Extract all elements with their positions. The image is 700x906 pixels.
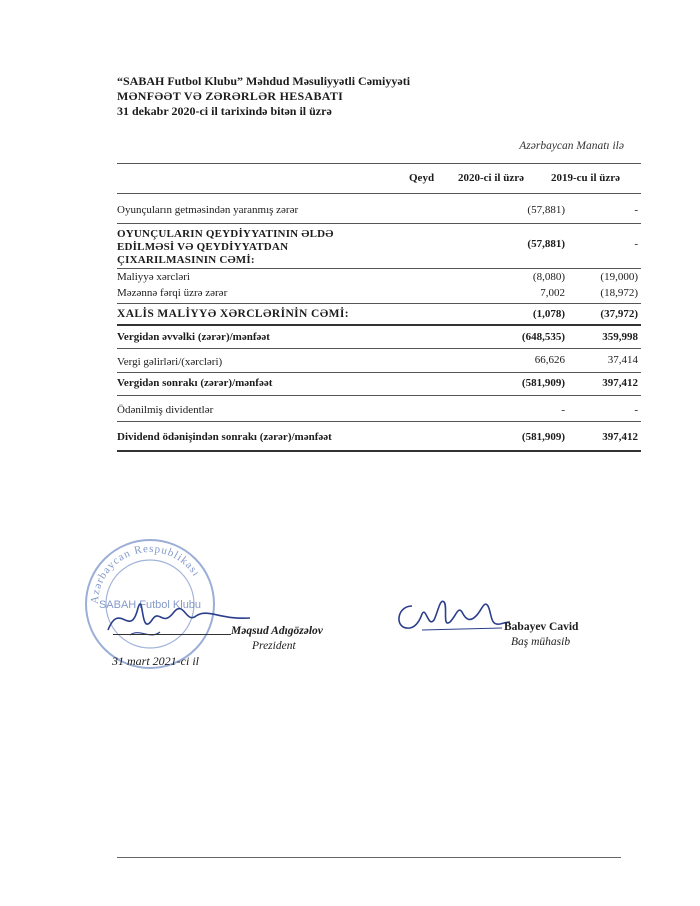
row-registration-total-2020: (57,881)	[527, 238, 565, 250]
footer-rule	[117, 857, 621, 858]
row-players-departure-loss-2019: -	[634, 204, 638, 216]
signature-date: 31 mart 2021-ci il	[112, 654, 199, 668]
row-pre-tax-2020: (648,535)	[521, 331, 565, 343]
row-finance-costs-2020: (8,080)	[532, 271, 565, 283]
president-name: Məqsud Adıgözəlov	[231, 625, 323, 637]
row-dividends-paid-label: Ödənilmiş dividentlər	[117, 404, 214, 416]
row-tax-label: Vergi gəlirləri/(xərcləri)	[117, 356, 223, 368]
company-name: “SABAH Futbol Klubu” Məhdud Məsuliyyətli Cəmiyyəti	[117, 74, 411, 88]
row-net-finance-total-label: XALİS MALİYYƏ XƏRCLƏRİNİN CƏMİ:	[117, 308, 349, 320]
row-rule	[117, 268, 641, 269]
row-after-dividends-label: Dividend ödənişindən sonrakı (zərər)/mənfəət	[117, 431, 332, 443]
column-header-2020: 2020-ci il üzrə	[458, 172, 524, 184]
row-tax-2019: 37,414	[607, 354, 638, 366]
row-players-departure-loss-2020: (57,881)	[527, 204, 565, 216]
row-pre-tax-2019: 359,998	[602, 331, 638, 343]
row-after-dividends-2019: 397,412	[602, 431, 638, 443]
report-period: 31 dekabr 2020-ci il tarixində bitən il üzrə	[117, 104, 332, 118]
report-title: MƏNFƏƏT VƏ ZƏRƏRLƏR HESABATI	[117, 89, 344, 103]
row-rule	[117, 303, 641, 304]
row-fx-loss-label: Məzənnə fərqi üzrə zərər	[117, 287, 228, 299]
row-rule	[117, 324, 641, 326]
column-header-2019: 2019-cu il üzrə	[551, 172, 621, 184]
stamp-ring-text: Azərbaycan Respublikası	[88, 542, 203, 605]
row-after-tax-label: Vergidən sonrakı (zərər)/mənfəət	[117, 377, 273, 389]
row-registration-total-line1: OYUNÇULARIN QEYDİYYATININ ƏLDƏ	[117, 228, 334, 240]
column-header-note: Qeyd	[409, 172, 435, 184]
table-top-rule	[117, 163, 641, 164]
row-finance-costs-label: Maliyyə xərcləri	[117, 271, 190, 283]
row-net-finance-total-2019: (37,972)	[600, 308, 638, 320]
row-registration-total-line3: ÇIXARILMASININ CƏMİ:	[117, 254, 255, 266]
header-rule	[117, 193, 641, 194]
row-registration-total-label	[117, 228, 334, 267]
stamp-center-text: SABAH Futbol Klubu	[98, 599, 202, 611]
row-after-tax-2019: 397,412	[602, 377, 638, 389]
row-finance-costs-2019: (19,000)	[600, 271, 638, 283]
accountant-role: Baş mühasib	[511, 636, 571, 648]
row-tax-2020: 66,626	[534, 354, 565, 366]
row-registration-total-line2: EDİLMƏSİ VƏ QEYDİYYATDAN	[117, 241, 289, 253]
row-dividends-paid-2019: -	[634, 404, 638, 416]
row-after-dividends-2020: (581,909)	[521, 431, 565, 443]
row-after-tax-2020: (581,909)	[521, 377, 565, 389]
row-rule	[117, 372, 641, 373]
row-rule	[117, 223, 641, 224]
row-registration-total-2019: -	[634, 238, 638, 250]
row-net-finance-total-2020: (1,078)	[532, 308, 565, 320]
president-signature-line	[113, 634, 231, 635]
row-fx-loss-2019: (18,972)	[600, 287, 638, 299]
row-fx-loss-2020: 7,002	[540, 287, 565, 299]
row-dividends-paid-2020: -	[561, 404, 565, 416]
row-rule	[117, 395, 641, 396]
row-pre-tax-label: Vergidən əvvəlki (zərər)/mənfəət	[117, 331, 270, 343]
president-role: Prezident	[252, 640, 296, 652]
row-rule	[117, 348, 641, 349]
accountant-signature	[392, 592, 512, 637]
accountant-name: Babayev Cavid	[504, 621, 579, 633]
currency-note: Azərbaycan Manatı ilə	[519, 140, 624, 152]
table-bottom-rule	[117, 450, 641, 452]
row-players-departure-loss-label: Oyunçuların getməsindən yaranmış zərər	[117, 204, 299, 216]
row-rule	[117, 421, 641, 422]
